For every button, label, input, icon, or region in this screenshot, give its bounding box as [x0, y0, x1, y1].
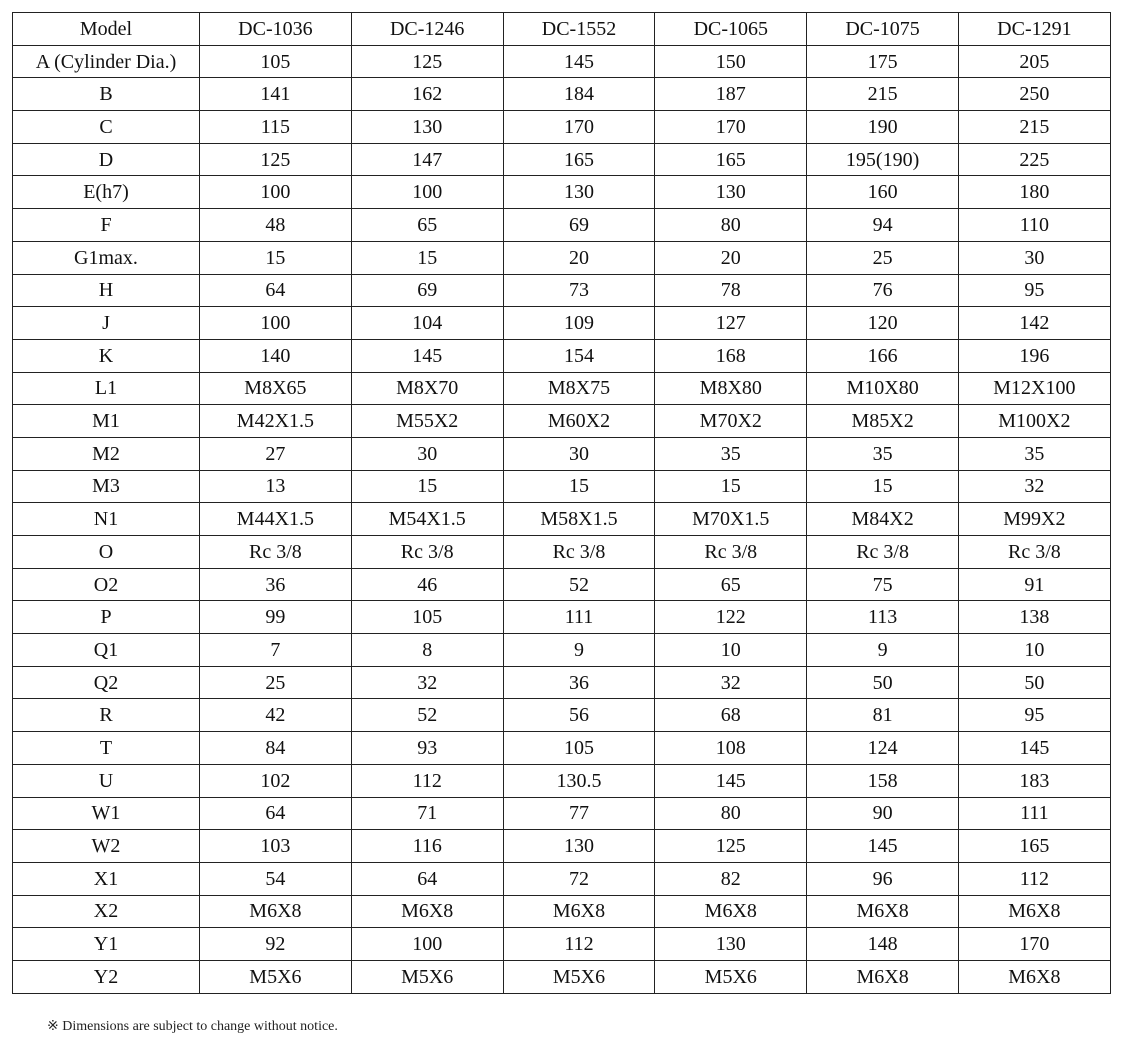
value-cell: 183 [958, 764, 1110, 797]
value-cell: Rc 3/8 [503, 536, 655, 569]
row-label-cell: F [13, 209, 200, 242]
value-cell: 80 [655, 209, 807, 242]
value-cell: 82 [655, 862, 807, 895]
value-cell: 10 [958, 634, 1110, 667]
table-row [13, 797, 1111, 830]
row-label-cell: O2 [13, 568, 200, 601]
value-cell: 32 [655, 666, 807, 699]
table-row [13, 568, 1111, 601]
value-cell: 105 [503, 732, 655, 765]
value-cell: 50 [807, 666, 959, 699]
header-cell-model-code: DC-1075 [807, 13, 959, 46]
row-label-cell: Q1 [13, 634, 200, 667]
table-row [13, 78, 1111, 111]
table-header-row [13, 13, 1111, 46]
row-label-cell: U [13, 764, 200, 797]
header-cell-model: Model [13, 13, 200, 46]
row-label-cell: H [13, 274, 200, 307]
value-cell: 112 [503, 928, 655, 961]
value-cell: 64 [200, 274, 352, 307]
value-cell: 124 [807, 732, 959, 765]
header-cell-model-code: DC-1552 [503, 13, 655, 46]
row-label-cell: Y2 [13, 960, 200, 993]
value-cell: 35 [655, 437, 807, 470]
value-cell: 78 [655, 274, 807, 307]
row-label-cell: E(h7) [13, 176, 200, 209]
table-row [13, 732, 1111, 765]
value-cell: 92 [200, 928, 352, 961]
value-cell: 75 [807, 568, 959, 601]
value-cell: 96 [807, 862, 959, 895]
value-cell: 113 [807, 601, 959, 634]
table-row [13, 437, 1111, 470]
value-cell: 215 [807, 78, 959, 111]
row-label-cell: B [13, 78, 200, 111]
value-cell: 15 [200, 241, 352, 274]
row-label-cell: A (Cylinder Dia.) [13, 45, 200, 78]
value-cell: M54X1.5 [351, 503, 503, 536]
value-cell: M8X65 [200, 372, 352, 405]
value-cell: 168 [655, 339, 807, 372]
table-row [13, 601, 1111, 634]
value-cell: 110 [958, 209, 1110, 242]
row-label-cell: G1max. [13, 241, 200, 274]
value-cell: 130 [655, 928, 807, 961]
value-cell: 94 [807, 209, 959, 242]
value-cell: 15 [807, 470, 959, 503]
value-cell: 65 [351, 209, 503, 242]
table-row [13, 634, 1111, 667]
value-cell: M8X70 [351, 372, 503, 405]
value-cell: 15 [351, 470, 503, 503]
value-cell: M6X8 [200, 895, 352, 928]
value-cell: 7 [200, 634, 352, 667]
table-body [13, 45, 1111, 993]
value-cell: 71 [351, 797, 503, 830]
table-row [13, 699, 1111, 732]
table-row [13, 405, 1111, 438]
value-cell: 90 [807, 797, 959, 830]
value-cell: M55X2 [351, 405, 503, 438]
value-cell: 184 [503, 78, 655, 111]
value-cell: 145 [958, 732, 1110, 765]
value-cell: Rc 3/8 [351, 536, 503, 569]
value-cell: 130 [503, 830, 655, 863]
row-label-cell: M2 [13, 437, 200, 470]
value-cell: 50 [958, 666, 1110, 699]
value-cell: 68 [655, 699, 807, 732]
value-cell: 145 [655, 764, 807, 797]
table-row [13, 209, 1111, 242]
value-cell: 111 [503, 601, 655, 634]
value-cell: 130 [503, 176, 655, 209]
row-label-cell: T [13, 732, 200, 765]
value-cell: 91 [958, 568, 1110, 601]
value-cell: 52 [351, 699, 503, 732]
value-cell: 196 [958, 339, 1110, 372]
value-cell: 100 [200, 176, 352, 209]
value-cell: 165 [655, 143, 807, 176]
value-cell: M6X8 [958, 960, 1110, 993]
value-cell: 158 [807, 764, 959, 797]
value-cell: 95 [958, 699, 1110, 732]
dimensions-table [12, 12, 1111, 994]
value-cell: 20 [503, 241, 655, 274]
value-cell: M12X100 [958, 372, 1110, 405]
value-cell: 15 [503, 470, 655, 503]
value-cell: 46 [351, 568, 503, 601]
value-cell: 36 [503, 666, 655, 699]
value-cell: M70X1.5 [655, 503, 807, 536]
value-cell: 112 [351, 764, 503, 797]
value-cell: 175 [807, 45, 959, 78]
value-cell: 205 [958, 45, 1110, 78]
table-row [13, 764, 1111, 797]
value-cell: 81 [807, 699, 959, 732]
value-cell: Rc 3/8 [958, 536, 1110, 569]
header-cell-model-code: DC-1291 [958, 13, 1110, 46]
value-cell: 100 [351, 176, 503, 209]
value-cell: 32 [351, 666, 503, 699]
value-cell: 125 [655, 830, 807, 863]
value-cell: 73 [503, 274, 655, 307]
value-cell: 8 [351, 634, 503, 667]
header-cell-model-code: DC-1036 [200, 13, 352, 46]
row-label-cell: X1 [13, 862, 200, 895]
value-cell: 125 [351, 45, 503, 78]
value-cell: 195(190) [807, 143, 959, 176]
value-cell: 77 [503, 797, 655, 830]
value-cell: 150 [655, 45, 807, 78]
value-cell: 25 [200, 666, 352, 699]
value-cell: 130 [655, 176, 807, 209]
footnote: ※ Dimensions are subject to change without notice. [47, 1019, 338, 1034]
value-cell: 108 [655, 732, 807, 765]
value-cell: Rc 3/8 [200, 536, 352, 569]
table-row [13, 470, 1111, 503]
table-row [13, 666, 1111, 699]
value-cell: 9 [503, 634, 655, 667]
value-cell: 35 [807, 437, 959, 470]
value-cell: 109 [503, 307, 655, 340]
row-label-cell: N1 [13, 503, 200, 536]
value-cell: 165 [958, 830, 1110, 863]
row-label-cell: K [13, 339, 200, 372]
table-row [13, 45, 1111, 78]
value-cell: 10 [655, 634, 807, 667]
table-row [13, 143, 1111, 176]
row-label-cell: C [13, 111, 200, 144]
value-cell: 64 [200, 797, 352, 830]
value-cell: 145 [807, 830, 959, 863]
value-cell: 15 [351, 241, 503, 274]
value-cell: 93 [351, 732, 503, 765]
value-cell: 54 [200, 862, 352, 895]
value-cell: 105 [200, 45, 352, 78]
value-cell: M70X2 [655, 405, 807, 438]
value-cell: 36 [200, 568, 352, 601]
value-cell: 115 [200, 111, 352, 144]
value-cell: 104 [351, 307, 503, 340]
value-cell: 145 [503, 45, 655, 78]
value-cell: 27 [200, 437, 352, 470]
table-row [13, 960, 1111, 993]
table-row [13, 307, 1111, 340]
value-cell: 180 [958, 176, 1110, 209]
value-cell: 25 [807, 241, 959, 274]
value-cell: 225 [958, 143, 1110, 176]
value-cell: 76 [807, 274, 959, 307]
value-cell: M6X8 [807, 960, 959, 993]
header-cell-model-code: DC-1065 [655, 13, 807, 46]
value-cell: 130.5 [503, 764, 655, 797]
row-label-cell: P [13, 601, 200, 634]
value-cell: 42 [200, 699, 352, 732]
value-cell: 100 [200, 307, 352, 340]
value-cell: 100 [351, 928, 503, 961]
row-label-cell: D [13, 143, 200, 176]
value-cell: 64 [351, 862, 503, 895]
table-row [13, 372, 1111, 405]
table-row [13, 536, 1111, 569]
value-cell: M5X6 [200, 960, 352, 993]
row-label-cell: W2 [13, 830, 200, 863]
value-cell: 166 [807, 339, 959, 372]
value-cell: M8X75 [503, 372, 655, 405]
value-cell: 52 [503, 568, 655, 601]
row-label-cell: W1 [13, 797, 200, 830]
value-cell: 69 [503, 209, 655, 242]
value-cell: M99X2 [958, 503, 1110, 536]
value-cell: 142 [958, 307, 1110, 340]
value-cell: M5X6 [655, 960, 807, 993]
value-cell: 30 [503, 437, 655, 470]
value-cell: 13 [200, 470, 352, 503]
value-cell: 122 [655, 601, 807, 634]
table-row [13, 895, 1111, 928]
table-row [13, 176, 1111, 209]
value-cell: M5X6 [351, 960, 503, 993]
value-cell: M44X1.5 [200, 503, 352, 536]
table-row [13, 241, 1111, 274]
table-row [13, 862, 1111, 895]
table-row [13, 503, 1111, 536]
value-cell: 56 [503, 699, 655, 732]
value-cell: M84X2 [807, 503, 959, 536]
value-cell: M100X2 [958, 405, 1110, 438]
value-cell: M6X8 [958, 895, 1110, 928]
value-cell: 125 [200, 143, 352, 176]
row-label-cell: L1 [13, 372, 200, 405]
value-cell: 141 [200, 78, 352, 111]
value-cell: M58X1.5 [503, 503, 655, 536]
table-row [13, 111, 1111, 144]
value-cell: 112 [958, 862, 1110, 895]
value-cell: M60X2 [503, 405, 655, 438]
value-cell: 160 [807, 176, 959, 209]
value-cell: 20 [655, 241, 807, 274]
value-cell: 154 [503, 339, 655, 372]
row-label-cell: Q2 [13, 666, 200, 699]
value-cell: 190 [807, 111, 959, 144]
value-cell: 102 [200, 764, 352, 797]
value-cell: 120 [807, 307, 959, 340]
value-cell: M85X2 [807, 405, 959, 438]
table-row [13, 928, 1111, 961]
value-cell: 162 [351, 78, 503, 111]
value-cell: M42X1.5 [200, 405, 352, 438]
value-cell: 15 [655, 470, 807, 503]
value-cell: 69 [351, 274, 503, 307]
table-row [13, 339, 1111, 372]
value-cell: 95 [958, 274, 1110, 307]
value-cell: M6X8 [807, 895, 959, 928]
value-cell: 35 [958, 437, 1110, 470]
value-cell: 165 [503, 143, 655, 176]
value-cell: M5X6 [503, 960, 655, 993]
value-cell: 30 [958, 241, 1110, 274]
row-label-cell: M1 [13, 405, 200, 438]
value-cell: M6X8 [503, 895, 655, 928]
row-label-cell: Y1 [13, 928, 200, 961]
row-label-cell: J [13, 307, 200, 340]
value-cell: 84 [200, 732, 352, 765]
table-row [13, 830, 1111, 863]
value-cell: Rc 3/8 [655, 536, 807, 569]
value-cell: 111 [958, 797, 1110, 830]
value-cell: 103 [200, 830, 352, 863]
table-row [13, 274, 1111, 307]
value-cell: 215 [958, 111, 1110, 144]
value-cell: 105 [351, 601, 503, 634]
value-cell: 138 [958, 601, 1110, 634]
row-label-cell: X2 [13, 895, 200, 928]
value-cell: 9 [807, 634, 959, 667]
value-cell: 130 [351, 111, 503, 144]
value-cell: 116 [351, 830, 503, 863]
value-cell: 127 [655, 307, 807, 340]
value-cell: M8X80 [655, 372, 807, 405]
value-cell: M6X8 [351, 895, 503, 928]
value-cell: 99 [200, 601, 352, 634]
value-cell: 32 [958, 470, 1110, 503]
value-cell: 147 [351, 143, 503, 176]
value-cell: 170 [958, 928, 1110, 961]
header-cell-model-code: DC-1246 [351, 13, 503, 46]
value-cell: 72 [503, 862, 655, 895]
value-cell: 80 [655, 797, 807, 830]
value-cell: 170 [655, 111, 807, 144]
value-cell: 187 [655, 78, 807, 111]
value-cell: Rc 3/8 [807, 536, 959, 569]
value-cell: 250 [958, 78, 1110, 111]
value-cell: 140 [200, 339, 352, 372]
row-label-cell: R [13, 699, 200, 732]
value-cell: 65 [655, 568, 807, 601]
value-cell: 30 [351, 437, 503, 470]
row-label-cell: M3 [13, 470, 200, 503]
value-cell: M6X8 [655, 895, 807, 928]
value-cell: 48 [200, 209, 352, 242]
value-cell: 148 [807, 928, 959, 961]
value-cell: M10X80 [807, 372, 959, 405]
value-cell: 170 [503, 111, 655, 144]
value-cell: 145 [351, 339, 503, 372]
row-label-cell: O [13, 536, 200, 569]
